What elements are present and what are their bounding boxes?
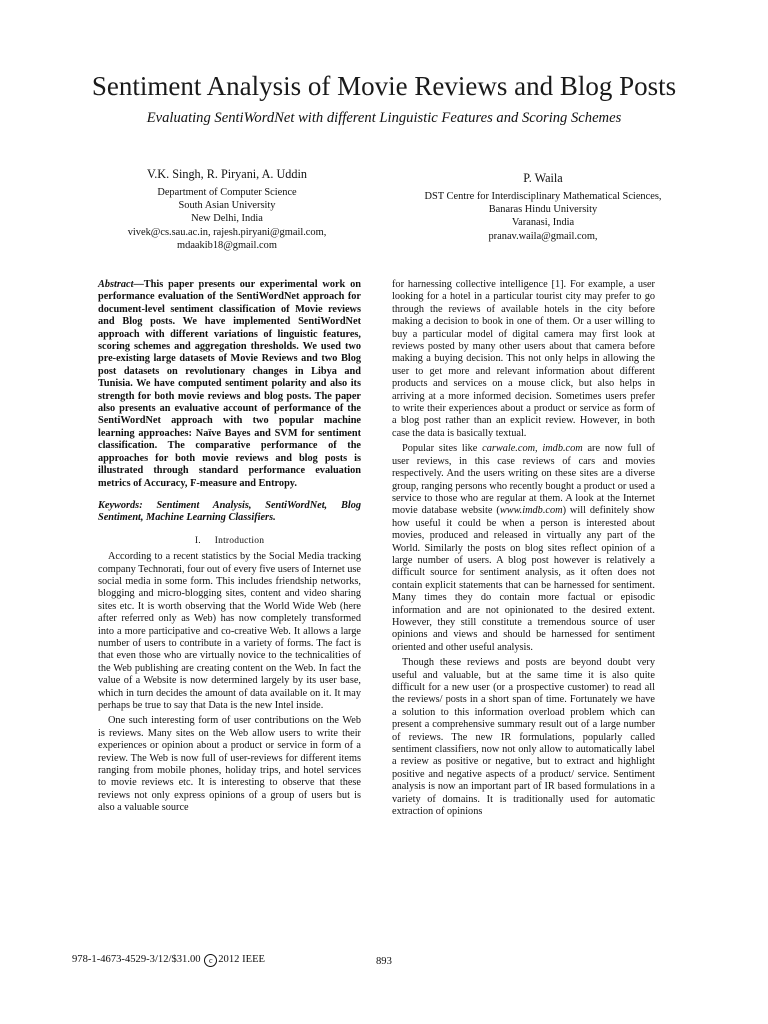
copyright-text: 2012 IEEE bbox=[218, 954, 266, 965]
text-run: Popular sites like bbox=[402, 443, 483, 455]
site-name: carwale.com, imdb.com bbox=[482, 443, 583, 455]
body-paragraph: Though these reviews and posts are beyond doubt very useful and valuable, but at the same time it is also quite difficult for a new user (or a prospective customer) to read all the reviews/ posts in a short span of time. Fortunately we have a solution to this information overload problem which can present a comprehensive summary result out of a large number of reviews. The new IR formulations, popularly called sentiment classifiers, now not only allow to automatically label a review as positive or negative, but to extract and highlight positive and negative aspects of a product/ service. Sentiment analysis is now an important part of IR based formulations in a variety of domains. It is traditionally used for automatic extraction of opinions bbox=[392, 657, 655, 818]
right-column bbox=[392, 279, 655, 818]
text-run: ) will definitely show how useful it could be when a person is interested about movies, produced and released in virtually any part of the World. Similarly the posts on blog sites reflect opinion of a large number of users. A blog post however is relatively a difficult source for sentiment analysis, as it often does not contain explicit statements that can be harnessed for sentiment. Many times they do contain more factual or episodic information and are not opinionated to the desired extent. However, they still constitute a tremendous source of user opinions and views and should be harnessed for sentiment oriented and other useful analysis. bbox=[392, 505, 655, 653]
author-block-left bbox=[92, 166, 362, 252]
copyright-icon: c bbox=[204, 954, 217, 967]
abstract bbox=[98, 279, 361, 490]
keywords: Keywords: Sentiment Analysis, SentiWordNet, Blog Sentiment, Machine Learning Classifiers. bbox=[98, 499, 361, 524]
section-heading bbox=[98, 535, 361, 547]
author-names: P. Waila bbox=[523, 171, 563, 185]
author-block-right bbox=[388, 170, 698, 243]
author-email-line: vivek@cs.sau.ac.in, rajesh.piryani@gmail.com, bbox=[127, 226, 327, 238]
body-paragraph: According to a recent statistics by the Social Media tracking company Technorati, four out of every five users of Internet use social media in some form. This includes friendship networks, blogging and micro-blogging sites, content and video sharing sites etc. It is worth observing that the World Wide Web (here after referred only as Web) has now completely transformed into a more participative and co-creative Web. It allows a large number of users to contribute in a variety of forms. The fact is that even those who are virtually novice to the technicalities of the Web publishing are creating content on the Web. In fact the value of a Website is now determined largely by its user base, which in turn decides the amount of data available on it. It may perhaps be true to say that Data is the new Intel inside. bbox=[98, 551, 361, 711]
paper-subtitle: Evaluating SentiWordNet with different Linguistic Features and Scoring Schemes bbox=[146, 110, 622, 126]
paper-title: Sentiment Analysis of Movie Reviews and Blog Posts bbox=[91, 71, 677, 101]
author-affiliation-line: New Delhi, India bbox=[191, 213, 263, 225]
abstract-label: Abstract bbox=[98, 279, 134, 290]
text-run: are now full of user reviews, in this case reviews of cars and movies respectively. And the users writing on these sites are a diverse group, ranging persons who recently bought a product or used a service to those who are regular at them. A look at the Internet movie database website ( bbox=[392, 443, 655, 517]
author-affiliation-line: Varanasi, India bbox=[511, 217, 575, 229]
body-paragraph: for harnessing collective intelligence [1]. For example, a user looking for a hotel in a particular tourist city may prefer to go through the reviews of available hotels in the city before making a decision to book in one of them. Or a user willing to buy a particular model of digital camera may first look at reviews posted by many other users about that camera before making a buying decision. This not only helps in allowing the user to get more and relevant information about different products and services on a mouse click, but also helps in arriving at a more informed decision. Sometimes users prefer to write their experiences about a product or service as form of a blog post rather than an explicit review. However, in both case the data is basically textual. bbox=[392, 279, 655, 439]
footer-isbn bbox=[72, 954, 265, 967]
abstract-text: —This paper presents our experimental work on performance evaluation of the SentiWordNet approach for document-level sentiment classification of Movie reviews and Blog posts. We have implemented SentiWordNet approach with different variations of linguistic features, scoring schemes and aggregation thresholds. We used two pre-existing large datasets of Movie Reviews and two Blog post datasets on revolutionary changes in Libya and Tunisia. We have computed sentiment polarity and also its strength for both movie reviews and blog posts. The paper also presents an evaluative account of performance of the SentiWordNet approach with two popular machine learning approaches: Naïve Bayes and SVM for sentiment classification. The comparative performance of the approaches for both movie reviews and blog posts is illustrated through standard performance evaluation metrics of Accuracy, F-measure and Entropy. bbox=[98, 279, 361, 489]
page-number: 893 bbox=[376, 956, 392, 967]
body-paragraph bbox=[392, 443, 655, 654]
body-paragraph: One such interesting form of user contributions on the Web is reviews. Many sites on the Web allow users to write their experiences or opinion about a product or service in form of a review. The Web is now full of user-reviews for different items ranging from mobile phones, holiday trips, and hotel services to movie reviews etc. It is interesting to observe that these reviews not only express opinions of a group of users but is also a valuable source bbox=[98, 715, 361, 814]
author-affiliation-line: Department of Computer Science bbox=[157, 187, 297, 198]
author-email-line: mdaakib18@gmail.com bbox=[177, 239, 277, 251]
left-column bbox=[98, 279, 361, 815]
author-names: V.K. Singh, R. Piryani, A. Uddin bbox=[147, 167, 307, 181]
author-affiliation-line: DST Centre for Interdisciplinary Mathematical Sciences, bbox=[424, 191, 662, 202]
site-url: www.imdb.com bbox=[499, 505, 563, 517]
isbn-text: 978-1-4673-4529-3/12/$31.00 bbox=[72, 954, 201, 965]
section-title: Introduction bbox=[214, 535, 265, 546]
author-email-line: pranav.waila@gmail.com, bbox=[488, 230, 598, 242]
section-number: I. bbox=[194, 535, 201, 546]
author-affiliation-line: Banaras Hindu University bbox=[488, 204, 598, 216]
author-affiliation-line: South Asian University bbox=[178, 200, 276, 212]
